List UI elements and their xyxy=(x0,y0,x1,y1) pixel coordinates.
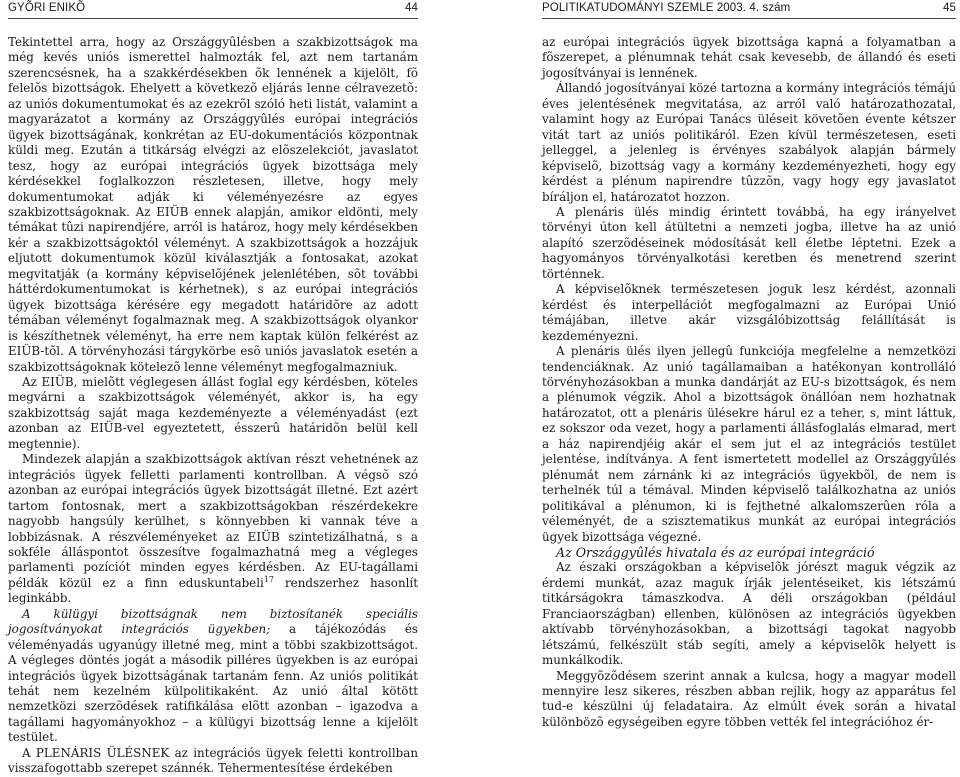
right-paragraph-5: A plenáris ülés ilyen jellegû funkciója megfelelne a nemzetközi tendenciáknak. Az unió tagállamaiban a hatékonyan kontrolláló törvényhozásokban a munka dandárját az EU-s bizottságok, és nem a plénumok végzik. Ahol a bizottságok önállóan nem hozhatnak határozatot, ott a plenáris ülésekre hárul ez a teher, s, mint láttuk, ez sokszor oda vezet, hogy a parlamenti állásfoglalás elmarad, mert a ház napirendjéig akár el sem jut el az integrációs testület jelentése, indítványa. A fent ismertetett modellel az Országgyûlés plénumát nem zárnánk ki az integrációs ügyekbõl, de nem is terhelnék túl a témával. Minden képviselõ találkozhatna az uniós politikával a plénumon, ki is fejthetné alkalomszerûen róla a véleményét, de a szisztematikus munkát az európai integrációs ügyek bizottsága végezné. xyxy=(542,344,956,544)
left-page-header xyxy=(8,0,418,19)
left-paragraph-5-lead: A xyxy=(22,745,31,760)
left-paragraph-3-text: Mindezek alapján a szakbizottságok aktívan részt vehetnének az integrációs ügyek felletti parlamenti kontrollban. A végsõ szó azonban az európai integrációs ügyek bizottságát illetné. Ezt azért tartom fontosnak, mert a szakbizottságokban részérdekekre nagyobb hangsúly kerülhet, s könnyebben ki vannak téve a lobbizásnak. A részvéleményeket az EIÜB szintetizálhatná, s a sokféle álláspontot összesítve fogalmazhatná meg a végleges parlamenti pozíciót minden egyes kérdésben. Az EU-tagállami példák közül ez a finn eduskuntabeli xyxy=(8,452,418,590)
right-column xyxy=(542,0,956,743)
left-body-text xyxy=(8,35,418,777)
journal-title: POLITIKATUDOMÁNYI SZEMLE 2003. 4. szám xyxy=(542,2,791,14)
left-page-number: 44 xyxy=(405,2,418,14)
left-paragraph-3-tail: rendszerhez hasonlít leginkább. xyxy=(8,575,418,606)
footnote-reference[interactable]: 17 xyxy=(263,574,275,584)
right-paragraph-3: A plenáris ülés mindig érintett továbbá, ha egy irányelvet törvényi úton kell átültetni a nemzeti jogba, illetve ha az unió alapító szerzõdéseinek módosítását kell életbe léptetni. Ezek a hagyományos törvényalkotási keretben és menetrend szerint történnek. xyxy=(542,204,956,281)
right-body-text xyxy=(542,35,956,730)
right-paragraph-7: Meggyõzõdésem szerint annak a kulcsa, hogy a magyar modell mennyire lesz sikeres, részben abban rejlik, hogy az apparátus fel tud-e készülni új feladataira. Az elmúlt évek során a hivatal különbözõ egységeiben egyre többen vették fel integrációhoz ér- xyxy=(542,668,956,729)
left-paragraph-3 xyxy=(8,452,418,607)
left-paragraph-1: Tekintettel arra, hogy az Országgyûlésben a szakbizottságok ma még kevés uniós ismerettel halmozták fel, azt nem tartanám szerencsésnek, ha a szakkérdésekben õk lennének a kijelölt, fõ felelõs bizottságok. Ehelyett a következõ eljárás lenne célravezetõ: az uniós dokumentumokat és az ezekrõl szóló heti listát, valamint a magyarázatot a kormány az Országgyûlés európai integrációs ügyek bizottságának, konkrétan az EU-dokumentációs központnak küldi meg. Ezután a titkárság elvégzi az elõszelekciót, javaslatot tesz, hogy az európai integrációs ügyek bizottsága mely kérdésekkel foglalkozzon részletesen, illetve, hogy mely dokumentumokat adják ki véleményezésre az egyes szakbizottságoknak. Az EIÜB ennek alapján, amikor eldönti, mely témákat tûzi napirendjére, arról is határoz, hogy mely kérdésekben kér a szakbizottságoktól véleményt. A szakbizottságok a hozzájuk eljutott dokumentumok közül kiválasztják a fontosakat, azokat megvitatják (a kormány képviselõjének jelenlétében, sõt további háttérdokumentumokat is kérhetnek), s az európai integrációs ügyek bizottsága kérésére egy megadott határidõre az adott témában véleményt fogalmaznak meg. A szakbizottságok olyankor is készíthetnek véleményt, ha erre nem kaptak külön felkérést az EIÜB-tõl. A törvényhozási tárgykörbe esõ uniós javaslatok esetén a szakbizottságoknak kötelezõ lenne véleményt megfogalmazniuk. xyxy=(8,35,418,374)
section-heading: Az Országgyûlés hivatala és az európai integráció xyxy=(556,544,875,560)
left-paragraph-5-text: az integrációs ügyek feletti kontrollban visszafogottabb szerepet szánnék. Tehermentesítése érdekében xyxy=(8,745,419,776)
left-paragraph-4-italic: A külügyi bizottságnak nem biztosítanék speciális jogosítványokat integrációs ügyekben; xyxy=(8,606,418,637)
right-paragraph-6: Az északi országokban a képviselõk jórészt maguk végzik az érdemi munkát, azaz maguk írják jelentéseiket, kis létszámú titkárságokra támaszkodva. A déli országokban (például Franciaországban) ellenben, különösen az integrációs ügyekben aktívabb törvényhozásokban, a bizottsági tagokat nagyobb létszámú, felkészült stáb segíti, amely a képviselõk helyett is munkálkodik. xyxy=(542,560,956,668)
author-name: GYÕRI ENIKÕ xyxy=(8,2,86,14)
right-paragraph-4: A képviselõknek természetesen joguk lesz kérdést, azonnali kérdést és interpellációt megfogalmazni az Európai Unió témájában, illetve akár vizsgálóbizottság felállítását is kezdeményezni. xyxy=(542,282,956,343)
left-paragraph-4 xyxy=(8,607,418,746)
plenaris-ules-smallcaps: PLENÁRIS ÜLÉSNEK xyxy=(35,745,170,760)
left-paragraph-4-text: a tájékozódás és véleményadás ugyanúgy illetné meg, mint a többi szakbizottságot. A végleges döntés jogát a második pilléres ügyekben is az európai integrációs ügyek bizottságának tartanám fenn. Az uniós politikát tehát nem kezelném külpolitikaként. Az unió által kötött nemzetközi szerzõdések ratifikálása elõtt azonban – igazodva a tagállami hagyományokhoz – a külügyi bizottság lenne a kijelölt testület. xyxy=(8,622,419,745)
right-page-number: 45 xyxy=(943,2,956,14)
left-column xyxy=(8,0,419,776)
left-paragraph-5 xyxy=(8,746,418,777)
right-paragraph-1: az európai integrációs ügyek bizottsága kapná a folyamatban a fõszerepet, a plénumnak tehát csak kevesebb, de állandó és eseti jogosítványai is lennének. xyxy=(542,35,956,80)
right-paragraph-2: Állandó jogosítványai közé tartozna a kormány integrációs témájú éves jelentésének megvitatása, az arról való határozathozatal, valamint hogy az Európai Tanács üléseit követõen évente kétszer vitát tart az uniós politikáról. Ezen kívül természetesen, eseti jelleggel, a jelenleg is érvényes szabályok alapján bármely képviselõ, bizottság vagy a kormány kezdeményezheti, hogy egy kérdést a plénum napirendre tûzzõn, vagy hogy egy javaslatot bíráljon el, határozatot hozzon. xyxy=(542,81,956,204)
right-page-header xyxy=(542,0,956,19)
left-paragraph-2: Az EIÜB, mielõtt véglegesen állást foglal egy kérdésben, köteles megvárni a szakbizottságok véleményét, akkor is, ha egy szakbizottság saját maga kezdeményezte a véleményadást (ezt azonban az EIÜB-vel egyeztetett, ésszerû határidõn belül kell megtennie). xyxy=(8,374,418,451)
